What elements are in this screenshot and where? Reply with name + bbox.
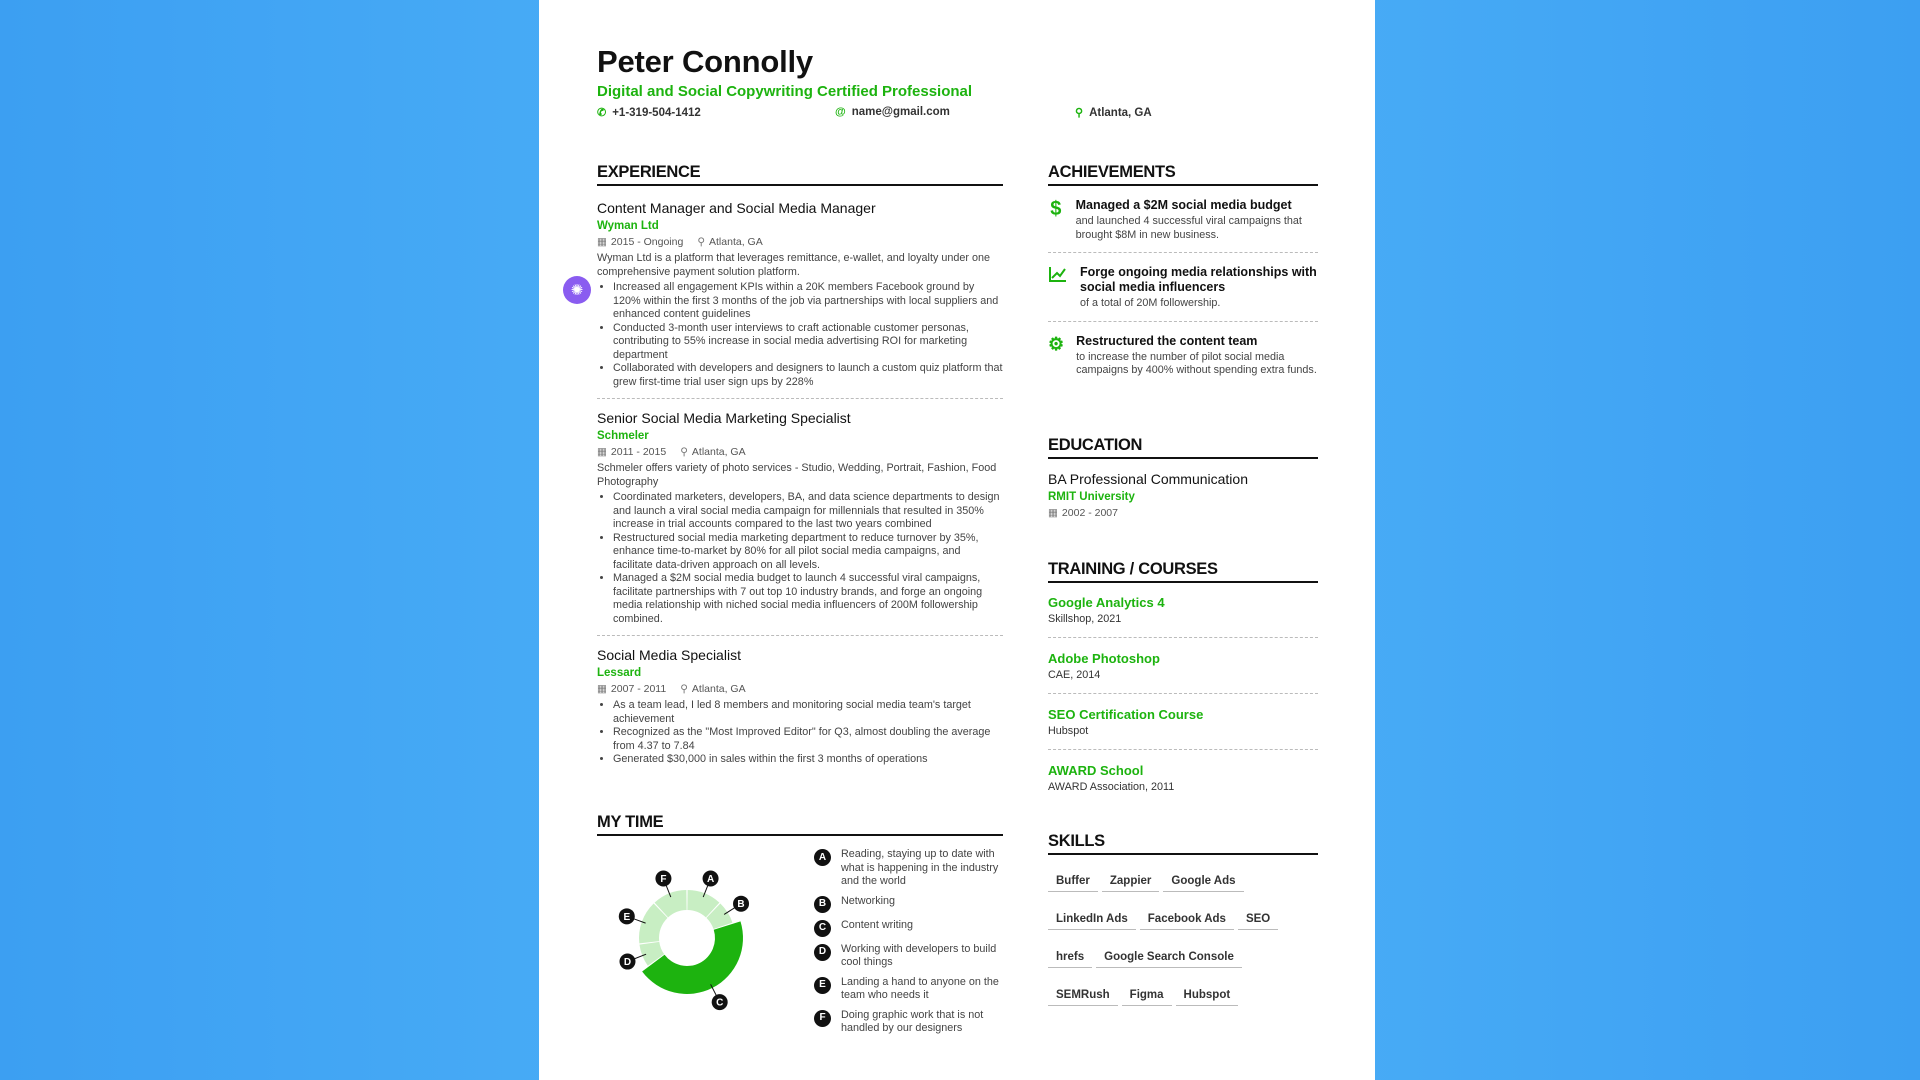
course-title: Adobe Photoshop [1048, 651, 1160, 666]
calendar-icon: ▦ [1048, 507, 1058, 519]
course-provider: AWARD Association, 2011 [1048, 781, 1175, 793]
donut-callout-key: F [660, 873, 667, 885]
legend-key: A [814, 849, 831, 866]
skill-tag: SEO [1238, 913, 1278, 930]
achievement-item [1048, 265, 1318, 311]
donut-callout-key: E [623, 911, 631, 923]
lightbulb-icon: ✺ [570, 282, 584, 299]
job-location: Atlanta, GA [691, 446, 746, 458]
skill-tag: Hubspot [1176, 989, 1239, 1006]
skills-row [1048, 947, 1318, 968]
course-item [1048, 707, 1318, 737]
skills-row [1048, 985, 1318, 1006]
skill-tag: SEMRush [1048, 989, 1118, 1006]
achievement-desc: of a total of 20M followership. [1080, 297, 1221, 309]
legend-label: Landing a hand to anyone on the team who needs it [841, 975, 999, 1001]
legend-item [814, 943, 999, 970]
skills-heading: SKILLS [1048, 832, 1318, 855]
experience-section [597, 163, 1003, 767]
course-provider: Hubspot [1048, 725, 1089, 737]
skill-tag: Google Ads [1163, 875, 1243, 892]
skill-tag: Buffer [1048, 875, 1098, 892]
resume-name: Peter Connolly [597, 44, 813, 79]
resume-page [539, 0, 1375, 1080]
legend-item [814, 1009, 999, 1036]
my-time-legend [814, 848, 999, 1036]
divider [1048, 321, 1318, 322]
job-meta [597, 683, 1003, 695]
education-dates: 2002 - 2007 [1061, 507, 1118, 519]
job-location: Atlanta, GA [709, 236, 763, 248]
job-entry [597, 200, 1003, 389]
job-bullet: • Generated $30,000 in sales within the first 3 months of operations [613, 753, 1003, 767]
job-bullets [597, 699, 1003, 767]
job-bullet: • Conducted 3-month user interviews to craft actionable customer personas, contributing to 55% increase in social media advertising ROI for marketing department [613, 322, 1003, 363]
donut-callout-key: D [623, 957, 632, 969]
job-title: Social Media Specialist [597, 647, 741, 663]
skill-tag: Facebook Ads [1140, 913, 1234, 930]
course-provider: CAE, 2014 [1048, 669, 1101, 681]
location-pin-icon: ⚲ [697, 236, 706, 248]
education-school: RMIT University [1048, 491, 1135, 503]
my-time-heading: MY TIME [597, 813, 1003, 836]
experience-heading: EXPERIENCE [597, 163, 1003, 186]
calendar-icon: ▦ [597, 446, 607, 458]
job-company: Wyman Ltd [597, 220, 659, 232]
achievement-item [1048, 198, 1318, 242]
email-text: name@gmail.com [851, 106, 950, 118]
location-pin-icon: ⚲ [1075, 107, 1084, 119]
divider [1048, 693, 1318, 694]
legend-label: Content writing [841, 918, 914, 931]
divider [1048, 252, 1318, 253]
job-bullet: • Collaborated with developers and designers to launch a custom quiz platform that grew first-time trial user sign ups by 228% [613, 362, 1003, 389]
job-meta [597, 446, 1003, 458]
my-time-section [597, 813, 1003, 836]
legend-key: E [814, 977, 831, 994]
achievement-title: Restructured the content team [1076, 333, 1258, 348]
legend-item [814, 919, 999, 937]
skill-tag: Google Search Console [1096, 951, 1242, 968]
calendar-icon: ▦ [597, 236, 607, 248]
job-company: Schmeler [597, 430, 649, 442]
divider [1048, 749, 1318, 750]
job-title: Content Manager and Social Media Manager [597, 200, 876, 216]
legend-label: Working with developers to build cool things [841, 942, 997, 968]
at-icon: @ [835, 106, 846, 118]
achievements-heading: ACHIEVEMENTS [1048, 163, 1318, 186]
job-location: Atlanta, GA [691, 683, 746, 695]
divider [1048, 637, 1318, 638]
job-entry [597, 410, 1003, 626]
course-item [1048, 651, 1318, 681]
skills-section [1048, 832, 1318, 1006]
contact-location [1075, 106, 1152, 119]
chart-line-icon [1048, 265, 1068, 311]
donut-callout-key: A [706, 873, 715, 885]
calendar-icon: ▦ [597, 683, 607, 695]
legend-item [814, 895, 999, 913]
achievement-title: Managed a $2M social media budget [1075, 198, 1292, 212]
education-degree: BA Professional Communication [1048, 471, 1248, 487]
course-provider: Skillshop, 2021 [1048, 613, 1122, 625]
skill-tag: hrefs [1048, 951, 1092, 968]
skills-row [1048, 871, 1318, 892]
education-section [1048, 436, 1318, 519]
job-description: Wyman Ltd is a platform that leverages remittance, e-wallet, and loyalty under one comprehensive payment solution platform. [597, 252, 990, 278]
skill-tag: Zappier [1102, 875, 1160, 892]
achievement-item [1048, 334, 1318, 378]
achievement-desc: and launched 4 successful viral campaigns that brought $8M in new business. [1075, 215, 1302, 241]
job-bullet: • Managed a $2M social media budget to launch 4 successful viral campaigns, facilitate partnerships with 7 out top 10 industry brands, and forge an ongoing media relationship with niched social media influencers of 200M followership combined. [613, 572, 1003, 626]
job-company: Lessard [597, 667, 642, 679]
divider [597, 635, 1003, 636]
legend-item [814, 976, 999, 1003]
job-title: Senior Social Media Marketing Specialist [597, 410, 851, 426]
job-bullets [597, 281, 1003, 389]
legend-label: Networking [841, 894, 896, 907]
education-meta [1048, 507, 1318, 519]
achievements-section [1048, 163, 1318, 378]
contact-email [835, 106, 950, 118]
location-pin-icon: ⚲ [680, 446, 688, 458]
dollar-icon: $ [1050, 198, 1062, 220]
gears-icon: ⚙ [1048, 333, 1065, 354]
divider [597, 398, 1003, 399]
course-item [1048, 595, 1318, 625]
achievement-desc: to increase the number of pilot social media campaigns by 400% without spending extra funds. [1076, 350, 1317, 376]
course-title: Google Analytics 4 [1048, 595, 1165, 610]
legend-label: Reading, staying up to date with what is happening in the industry and the world [841, 848, 999, 887]
course-title: SEO Certification Course [1048, 707, 1204, 722]
course-title: AWARD School [1048, 763, 1144, 778]
donut-callout-key: B [737, 899, 745, 911]
legend-key: C [814, 920, 831, 937]
lightbulb-hint-button[interactable] [563, 276, 591, 304]
job-bullet: • As a team lead, I led 8 members and monitoring social media team's target achievement [613, 699, 1003, 726]
achievement-title: Forge ongoing media relationships with social media influencers [1080, 265, 1317, 294]
skills-row [1048, 909, 1318, 930]
job-description: Schmeler offers variety of photo services - Studio, Wedding, Portrait, Fashion, Food Photography [597, 462, 997, 488]
legend-key: F [814, 1010, 831, 1027]
contact-phone [597, 106, 701, 119]
job-bullet: • Restructured social media marketing department to reduce turnover by 35%, enhance time-to-market by 80% for all pilot social media campaigns, and facilitate data-driven approach on all levels. [613, 532, 1003, 573]
job-bullet: • Increased all engagement KPIs within a 20K members Facebook ground by 120% within the first 3 months of the job via partnerships with local suppliers and enhanced content guidelines [613, 281, 1003, 322]
skill-tag: LinkedIn Ads [1048, 913, 1136, 930]
phone-icon: ✆ [597, 107, 607, 119]
training-heading: TRAINING / COURSES [1048, 560, 1318, 583]
education-heading: EDUCATION [1048, 436, 1318, 459]
location-text: Atlanta, GA [1089, 106, 1152, 119]
my-time-donut-chart [597, 848, 777, 1028]
legend-key: D [814, 944, 831, 961]
job-bullet: • Coordinated marketers, developers, BA, and data science departments to design and launch a viral social media campaign for millennials that resulted in 350% increase in trial accounts compared to the last two years combined [613, 491, 1003, 532]
job-dates: 2015 - Ongoing [610, 236, 684, 248]
course-item [1048, 763, 1318, 793]
job-entry [597, 647, 1003, 767]
job-dates: 2011 - 2015 [610, 446, 667, 458]
legend-key: B [814, 896, 831, 913]
donut-callout-key: C [716, 997, 724, 1009]
phone-text: +1-319-504-1412 [612, 106, 701, 119]
job-bullets [597, 491, 1003, 626]
job-bullet: • Recognized as the "Most Improved Editor" for Q3, almost doubling the average from 4.37 to 7.84 [613, 726, 1003, 753]
location-pin-icon: ⚲ [680, 683, 688, 695]
training-section [1048, 560, 1318, 793]
job-meta [597, 236, 1003, 248]
resume-title: Digital and Social Copywriting Certified Professional [597, 83, 973, 100]
job-dates: 2007 - 2011 [610, 683, 667, 695]
legend-label: Doing graphic work that is not handled by our designers [841, 1008, 984, 1034]
legend-item [814, 848, 999, 889]
skill-tag: Figma [1122, 989, 1172, 1006]
